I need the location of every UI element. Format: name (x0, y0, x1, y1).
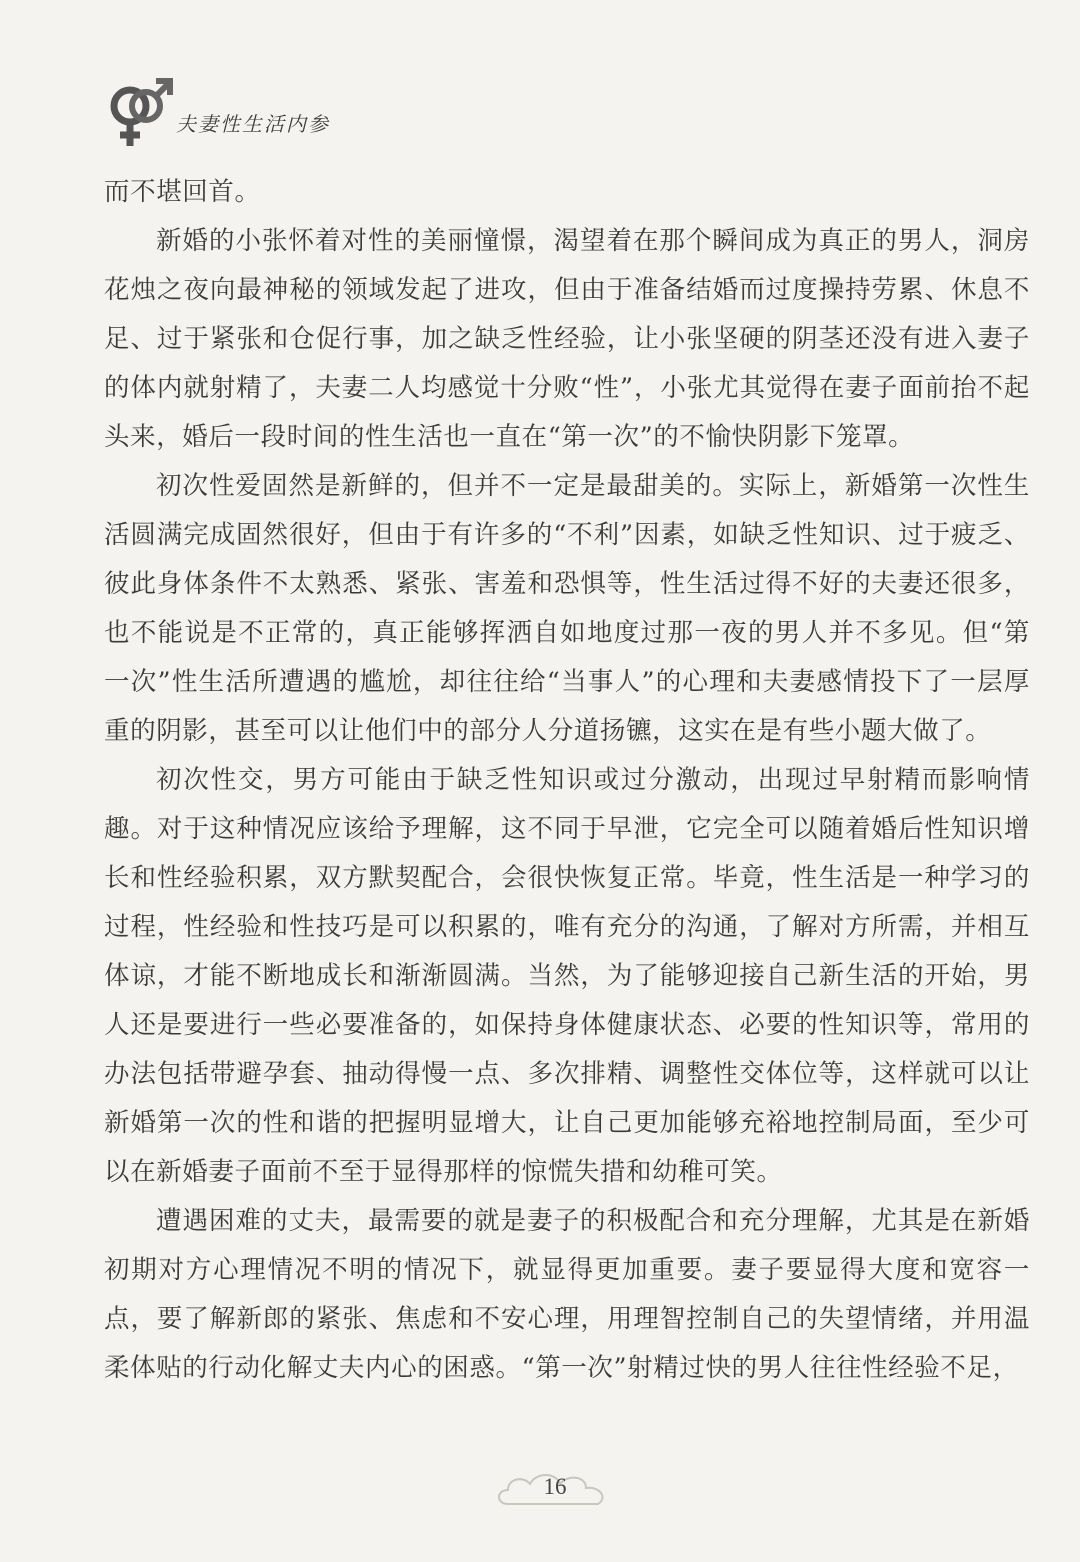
page-number: 16 (543, 1474, 567, 1499)
running-header-title: 夫妻性生活内参 (176, 112, 330, 136)
paragraph: 新婚的小张怀着对性的美丽憧憬，渴望着在那个瞬间成为真正的男人，洞房花烛之夜向最神秘的领域发起了进攻，但由于准备结婚而过度操持劳累、休息不足、过于紧张和仓促行事，加之缺乏性经验，让小张坚硬的阴茎还没有进入妻子的体内就射精了，夫妻二人均感觉十分败“性”，小张尤其觉得在妻子面前抬不起头来，婚后一段时间的性生活也一直在“第一次”的不愉快阴影下笼罩。 (104, 226, 1030, 452)
paragraph: 初次性交，男方可能由于缺乏性知识或过分激动，出现过早射精而影响情趣。对于这种情况应该给予理解，这不同于早泄，它完全可以随着婚后性知识增长和性经验积累，双方默契配合，会很快恢复正常。毕竟，性生活是一种学习的过程，性经验和性技巧是可以积累的，唯有充分的沟通，了解对方所需，并相互体谅，才能不断地成长和渐渐圆满。当然，为了能够迎接自己新生活的开始，男人还是要进行一些必要准备的，如保持身体健康状态、必要的性知识等，常用的办法包括带避孕套、抽动得慢一点、多次排精、调整性交体位等，这样就可以让新婚第一次的性和谐的把握明显增大，让自己更加能够充裕地控制局面，至少可以在新婚妻子面前不至于显得那样的惊慌失措和幼稚可笑。 (104, 765, 1030, 1187)
paragraph: 初次性爱固然是新鲜的，但并不一定是最甜美的。实际上，新婚第一次性生活圆满完成固然很好，但由于有许多的“不利”因素，如缺乏性知识、过于疲乏、彼此身体条件不太熟悉、紧张、害羞和恐惧等，性生活过得不好的夫妻还很多，也不能说是不正常的，真正能够挥洒自如地度过那一夜的男人并不多见。但“第一次”性生活所遭遇的尴尬，却往往给“当事人”的心理和夫妻感情投下了一层厚重的阴影，甚至可以让他们中的部分人分道扬镳，这实在是有些小题大做了。 (104, 471, 1030, 746)
paragraph: 遭遇困难的丈夫，最需要的就是妻子的积极配合和充分理解，尤其是在新婚初期对方心理情况不明的情况下，就显得更加重要。妻子要显得大度和宽容一点，要了解新郎的紧张、焦虑和不安心理，用理智控制自己的失望情绪，并用温柔体贴的行动化解丈夫内心的困惑。“第一次”射精过快的男人往往性经验不足， (104, 1206, 1030, 1383)
paragraph-continued: 而不堪回首。 (104, 177, 261, 207)
page-body (104, 168, 1030, 1393)
page-number-badge (490, 1466, 620, 1516)
venus-mars-symbol-icon (100, 72, 180, 152)
running-header (100, 72, 500, 152)
